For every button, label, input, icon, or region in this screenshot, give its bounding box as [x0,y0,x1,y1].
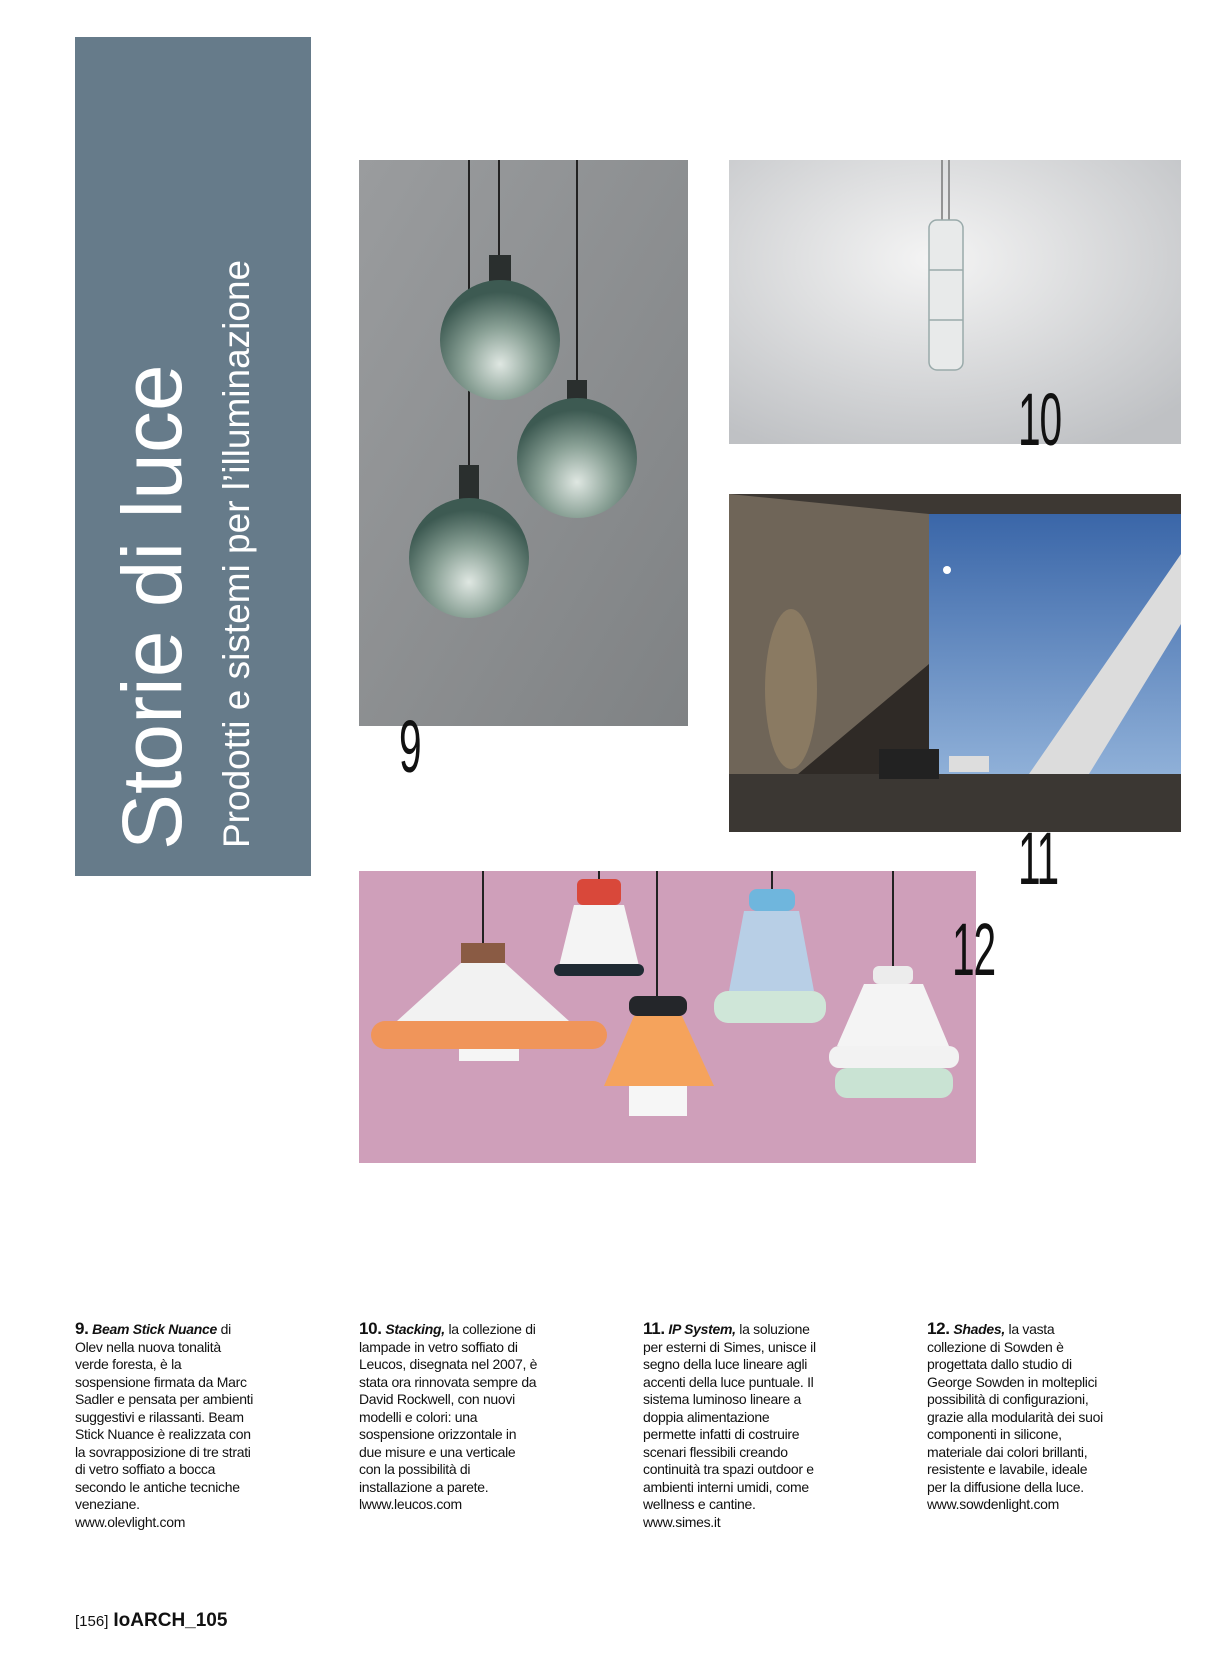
photo-beam-stick-nuance [359,160,688,726]
caption-11 [643,1320,823,1531]
figure-number-11: 11 [1018,817,1059,900]
figure-number-12: 12 [952,908,996,991]
photo-ip-system [729,494,1181,832]
page-title: Storie di luce [105,364,199,850]
page-number: [156] [75,1613,109,1630]
caption-number: 11. [643,1319,665,1338]
caption-url: www.sowdenlight.com [927,1496,1060,1512]
caption-text: di Olev nella nuova tonalità verde foresta, è la sospensione firmata da Marc Sadler e pensata per ambienti suggestivi e rilassanti. Beam Stick Nuance è realizzata con la sovrapposizione di tre strati di vetro soffiato a bocca secondo le antiche tecniche veneziane. [75,1321,254,1512]
caption-9 [75,1320,255,1531]
photo-stacking [729,160,1181,444]
page-footer [75,1610,227,1632]
caption-url: www.simes.it [643,1513,721,1530]
caption-10 [359,1320,539,1514]
caption-url: lwww.leucos.com [359,1496,462,1512]
caption-number: 9. [75,1319,89,1338]
magazine-issue: IoARCH_105 [113,1610,228,1631]
caption-text: la collezione di lampade in vetro soffiato di Leucos, disegnata nel 2007, è stata ora rinnovata sempre da David Rockwell, con nuovi modelli e colori: una sospensione orizzontale in due misure e una verticale con la possibilità di installazione a parete. [359,1321,538,1495]
page-subtitle: Prodotti e sistemi per l’illuminazione [216,259,257,848]
caption-product-name: Beam Stick Nuance [92,1321,218,1337]
caption-number: 10. [359,1319,382,1338]
caption-product-name: Stacking, [385,1321,445,1337]
photo-shades [359,871,976,1163]
caption-text: la vasta collezione di Sowden è progettata dallo studio di George Sowden in molteplici possibilità di configurazioni, grazie alla modularità dei suoi componenti in silicone, materiale dai colori brillanti, resistente e lavabile, ideale per la diffusione della luce. [927,1321,1103,1495]
caption-number: 12. [927,1319,950,1338]
caption-text: la soluzione per esterni di Simes, unisce il segno della luce lineare agli accenti della luce puntuale. Il sistema luminoso lineare a doppia alimentazione permette infatti di costruire scenari flessibili creando continuità tra spazi outdoor e ambienti interni umidi, come wellness e cantine. [643,1321,816,1512]
caption-product-name: IP System, [668,1321,736,1337]
caption-url: www.olevlight.com [75,1513,186,1530]
figure-number-9: 9 [399,705,421,788]
caption-12 [927,1320,1107,1514]
figure-number-10: 10 [1018,378,1062,461]
caption-product-name: Shades, [953,1321,1005,1337]
